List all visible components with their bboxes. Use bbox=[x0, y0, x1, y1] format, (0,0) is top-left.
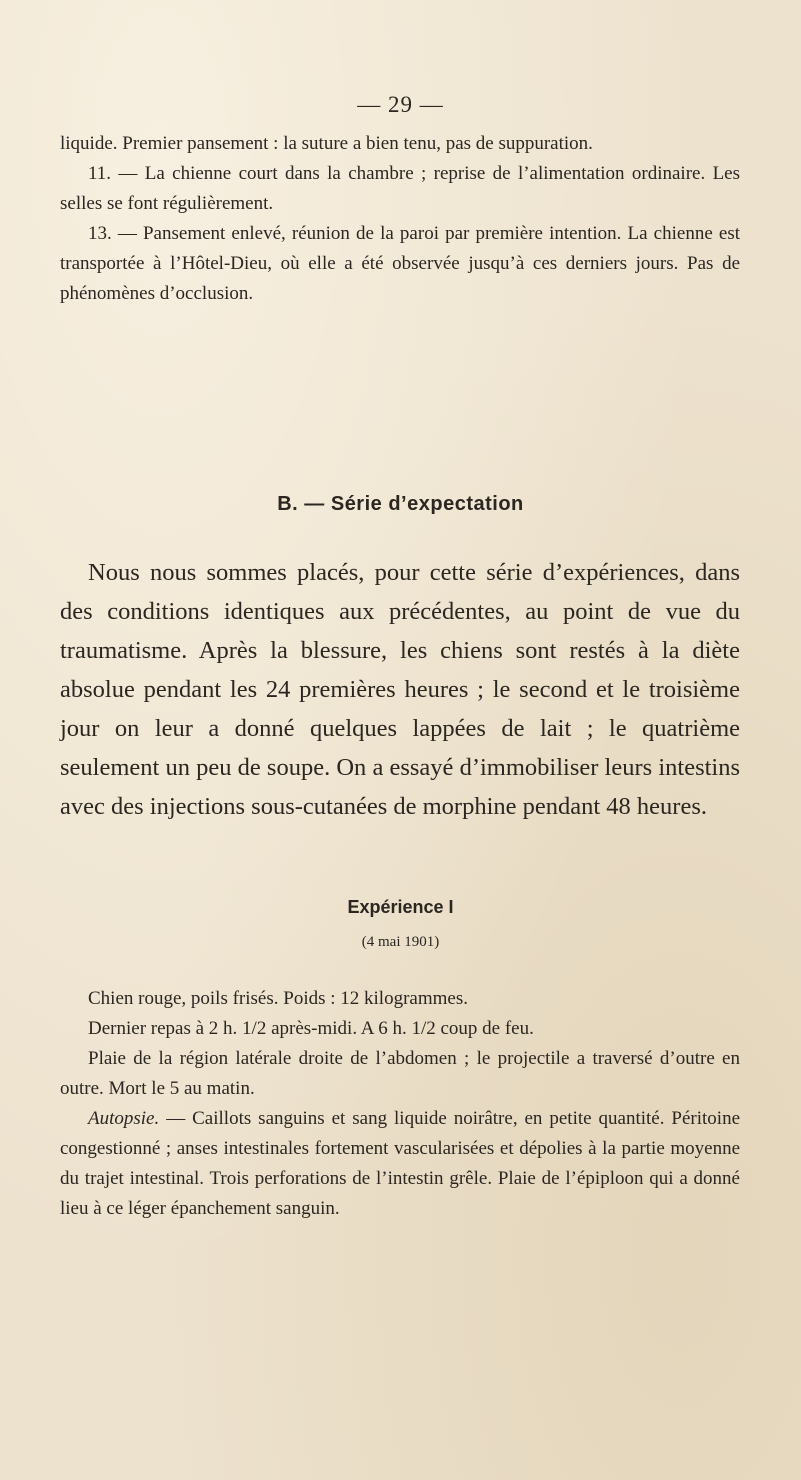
paragraph-day-11: 11. — La chienne court dans la chambre ; reprise de l’alimentation ordinaire. Les selles se font régulièrement. bbox=[60, 163, 740, 214]
continuation-text bbox=[60, 129, 740, 309]
section-heading: B. — Série d’expectation bbox=[277, 493, 524, 515]
paragraph-dog-description: Chien rouge, poils frisés. Poids : 12 kilogrammes. bbox=[88, 988, 468, 1009]
paragraph-last-meal: Dernier repas à 2 h. 1/2 après-midi. A 6 h. 1/2 coup de feu. bbox=[88, 1018, 534, 1039]
paragraph-suppuration: liquide. Premier pansement : la suture a bien tenu, pas de suppuration. bbox=[60, 133, 593, 154]
paragraph-autopsy bbox=[60, 1104, 740, 1224]
page-number: — 29 — bbox=[357, 92, 444, 117]
experiment-title: Expérience I bbox=[347, 897, 454, 917]
paragraph-day-13: 13. — Pansement enlevé, réunion de la paroi par première intention. La chienne est transportée à l’Hôtel-Dieu, où elle a été observée jusqu’à ces derniers jours. Pas de phénomènes d’occlusion. bbox=[60, 223, 740, 304]
main-text bbox=[60, 553, 740, 826]
paragraph-series-description: Nous nous sommes placés, pour cette série d’expériences, dans des conditions identiques aux précédentes, au point de vue du traumatisme. Après la blessure, les chiens sont restés à la diète absolue pendant les 24 premières heures ; le second et le troisième jour on leur a donné quelques lappées de lait ; le quatrième seulement un peu de soupe. On a essayé d’immobiliser leurs intestins avec des injections sous-cutanées de morphine pendant 48 heures. bbox=[60, 559, 740, 820]
autopsy-text: — Caillots sanguins et sang liquide noirâtre, en petite quantité. Péritoine congestionné ; anses intestinales fortement vascularisées et dépolies à la partie moyenne du trajet intestinal. Trois perforations de l’intestin grêle. Plaie de l’épiploon qui a donné lieu à ce léger épanchement sanguin. bbox=[60, 1108, 740, 1219]
autopsy-label: Autopsie. bbox=[88, 1108, 160, 1129]
experiment-date: (4 mai 1901) bbox=[361, 934, 440, 950]
paragraph-wound: Plaie de la région latérale droite de l’abdomen ; le projectile a traversé d’outre en outre. Mort le 5 au matin. bbox=[60, 1048, 740, 1099]
experiment-text bbox=[60, 984, 740, 1224]
